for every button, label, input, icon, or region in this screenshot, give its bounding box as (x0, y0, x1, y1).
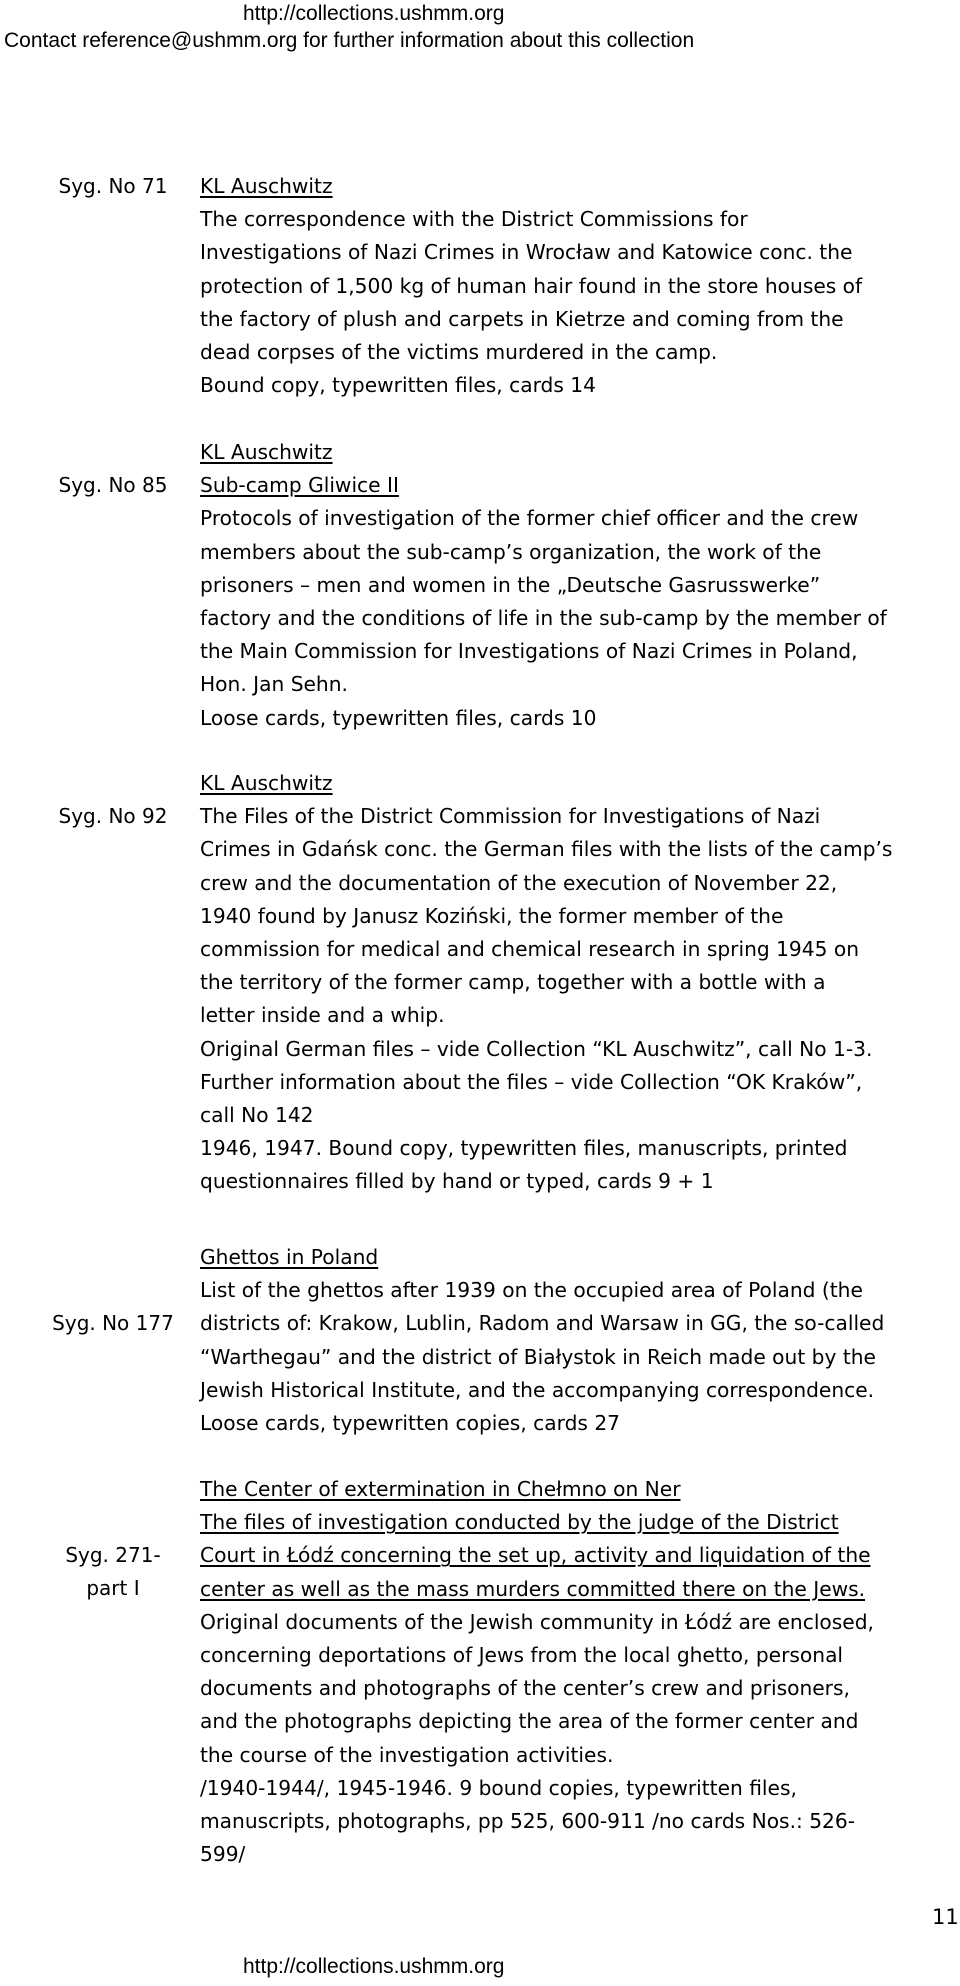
signature-line: Syg. No 92 (58, 804, 168, 828)
entry-text-line: 1940 found by Janusz Koziński, the former member of the (200, 903, 784, 928)
signature-label (33, 1307, 193, 1340)
entry-description (200, 436, 948, 735)
entry-description (200, 767, 948, 1199)
entry-description (200, 1241, 948, 1440)
entry-text-line: Hon. Jan Sehn. (200, 672, 348, 697)
signature-line: Syg. No 71 (58, 174, 168, 198)
signature-line: Syg. No 85 (58, 473, 168, 497)
entry-text-line: documents and photographs of the center’s crew and prisoners, (200, 1676, 850, 1701)
entry-text-line: and the photographs depicting the area of the former center and (200, 1709, 859, 1734)
entry-text-line: manuscripts, photographs, pp 525, 600-911 /no cards Nos.: 526- (200, 1809, 856, 1834)
signature-line: part I (86, 1576, 140, 1600)
entry-heading-line: The Center of extermination in Chełmno on Ner (200, 1477, 681, 1501)
footer-url[interactable]: http://collections.ushmm.org (243, 1955, 505, 1978)
entry-heading-line: The files of investigation conducted by the judge of the District (200, 1510, 839, 1535)
page-number: 11 (932, 1905, 959, 1929)
entry-text-line: prisoners – men and women in the „Deutsche Gasrusswerke” (200, 572, 821, 597)
entry-text-line: dead corpses of the victims murdered in the camp. (200, 340, 718, 365)
entry-text-line: the course of the investigation activities. (200, 1742, 614, 1767)
entry-text-line: the territory of the former camp, together with a bottle with a (200, 970, 826, 995)
entry-heading-line: center as well as the mass murders committed there on the Jews. (200, 1576, 866, 1601)
entry-text-line: The correspondence with the District Commissions for (200, 207, 748, 232)
entry-text-line: “Warthegau” and the district of Białystok in Reich made out by the (200, 1344, 876, 1369)
entry-text-line: districts of: Krakow, Lublin, Radom and Warsaw in GG, the so-called (200, 1311, 885, 1336)
entry-text-line: call No 142 (200, 1103, 314, 1128)
entry-text-line: List of the ghettos after 1939 on the occupied area of Poland (the (200, 1278, 863, 1303)
entry-description (200, 1473, 948, 1871)
entry-heading-line: KL Auschwitz (200, 174, 333, 198)
entry-heading-line: Ghettos in Poland (200, 1245, 379, 1269)
signature-label (33, 800, 193, 833)
entry-heading-line: Sub-camp Gliwice II (200, 473, 399, 498)
entry-text-line: 1946, 1947. Bound copy, typewritten files, manuscripts, printed (200, 1136, 848, 1161)
entry-text-line: Further information about the files – vide Collection “OK Kraków”, (200, 1069, 863, 1094)
entry-text-line: concerning deportations of Jews from the local ghetto, personal (200, 1643, 844, 1668)
entry-text-line: Investigations of Nazi Crimes in Wrocław and Katowice conc. the (200, 240, 853, 265)
entry-text-line: /1940-1944/, 1945-1946. 9 bound copies, typewritten files, (200, 1775, 797, 1800)
entry-text-line: Original German files – vide Collection “KL Auschwitz”, call No 1-3. (200, 1036, 873, 1061)
entry-text-line: commission for medical and chemical research in spring 1945 on (200, 937, 860, 962)
signature-line: Syg. 271- (65, 1543, 161, 1567)
header-url[interactable]: http://collections.ushmm.org (243, 2, 505, 25)
entry-text-line: Loose cards, typewritten copies, cards 27 (200, 1411, 621, 1436)
entry-text-line: Crimes in Gdańsk conc. the German files with the lists of the camp’s (200, 837, 893, 862)
entry-description (200, 170, 948, 402)
entry-text-line: Bound copy, typewritten files, cards 14 (200, 373, 596, 398)
entry-text-line: members about the sub-camp’s organization, the work of the (200, 539, 822, 564)
signature-label (33, 469, 193, 502)
signature-line: Syg. No 177 (52, 1311, 174, 1335)
entry-text-line: Jewish Historical Institute, and the accompanying correspondence. (200, 1377, 875, 1402)
entry-text-line: 599/ (200, 1842, 246, 1867)
entry-text-line: protection of 1,500 kg of human hair found in the store houses of (200, 273, 863, 298)
header-contact-note: Contact reference@ushmm.org for further information about this collection (4, 29, 695, 52)
entry-text-line: crew and the documentation of the execution of November 22, (200, 870, 838, 895)
entry-heading-line: Court in Łódź concerning the set up, activity and liquidation of the (200, 1543, 871, 1568)
signature-label (33, 1539, 193, 1605)
entry-heading-line: KL Auschwitz (200, 440, 333, 464)
signature-label (33, 170, 193, 203)
entry-text-line: The Files of the District Commission for Investigations of Nazi (200, 804, 821, 829)
entry-text-line: Protocols of investigation of the former chief officer and the crew (200, 506, 859, 531)
entry-text-line: the Main Commission for Investigations of Nazi Crimes in Poland, (200, 639, 858, 664)
entry-text-line: Original documents of the Jewish community in Łódź are enclosed, (200, 1609, 874, 1634)
entry-text-line: questionnaires filled by hand or typed, cards 9 + 1 (200, 1169, 714, 1194)
entry-text-line: Loose cards, typewritten files, cards 10 (200, 705, 597, 730)
entry-text-line: letter inside and a whip. (200, 1003, 445, 1028)
entry-heading-line: KL Auschwitz (200, 771, 333, 795)
entry-text-line: the factory of plush and carpets in Kietrze and coming from the (200, 306, 844, 331)
entry-text-line: factory and the conditions of life in the sub-camp by the member of (200, 606, 887, 631)
